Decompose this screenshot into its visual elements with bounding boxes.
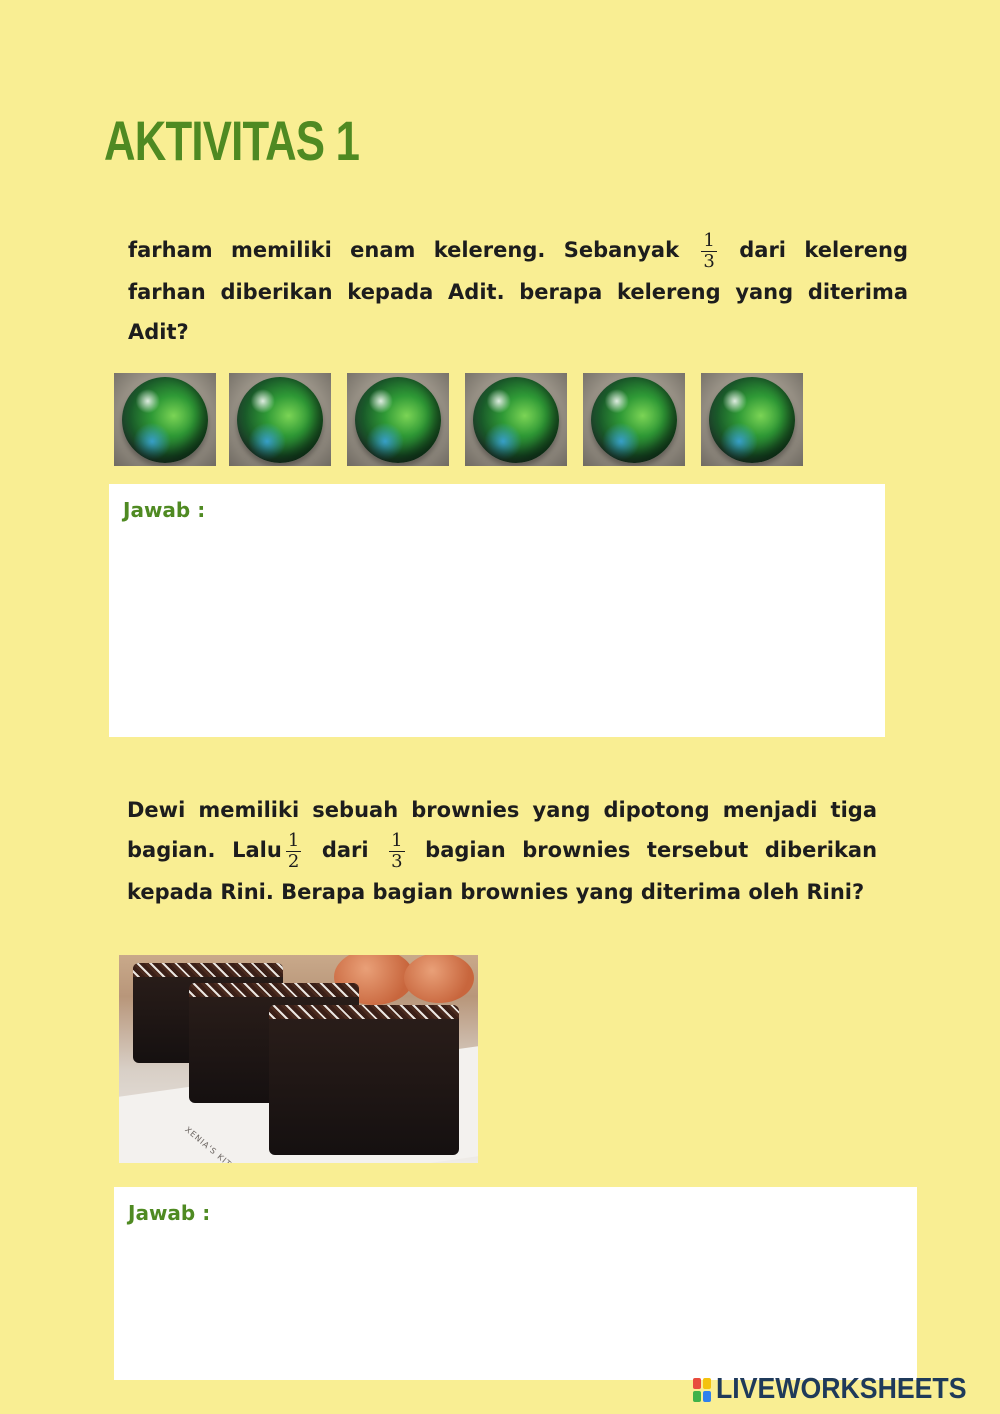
brand-text: LIVEWORKSHEETS [716, 1373, 967, 1405]
fraction-numerator: 1 [391, 829, 403, 851]
marble-image [701, 373, 803, 466]
fraction-denominator: 3 [391, 850, 403, 872]
fraction-one-third [701, 231, 716, 272]
marble-image [465, 373, 567, 466]
question-2-lalu: Lalu [232, 838, 282, 862]
fraction-denominator: 2 [287, 850, 300, 872]
marble-image [114, 373, 216, 466]
question-1-text [128, 230, 908, 352]
liveworksheets-logo-icon [692, 1377, 712, 1403]
fraction-one-third [389, 831, 404, 872]
question-2-line-1: Dewi memiliki sebuah brownies yang dipotong menjadi tiga bagian. [127, 798, 877, 862]
answer-1-label: Jawab : [123, 498, 206, 522]
fraction-one-half [286, 831, 301, 872]
question-2-text-after: bagian brownies tersebut diberikan kepada Rini. Berapa bagian brownies yang diterima oleh Rini? [127, 838, 878, 904]
marble-image [229, 373, 331, 466]
answer-1-field[interactable] [109, 484, 885, 737]
question-1-text-before: farham memiliki enam kelereng. Sebanyak [128, 238, 680, 262]
fraction-numerator: 1 [703, 229, 715, 251]
fraction-numerator: 1 [287, 829, 300, 851]
marble-image [583, 373, 685, 466]
brownies-image [119, 955, 478, 1163]
page-title: AKTIVITAS 1 [104, 109, 360, 172]
fraction-denominator: 3 [703, 250, 715, 272]
question-2-text [127, 790, 877, 912]
question-2-dari: dari [321, 838, 369, 862]
question-1-text-after: dari kelereng farhan diberikan kepada Adit. berapa kelereng yang diterima Adit? [128, 238, 909, 344]
answer-2-label: Jawab : [128, 1201, 211, 1225]
answer-2-field[interactable] [114, 1187, 917, 1380]
marble-image [347, 373, 449, 466]
marbles-image-row [114, 373, 814, 466]
liveworksheets-brand [692, 1373, 988, 1406]
